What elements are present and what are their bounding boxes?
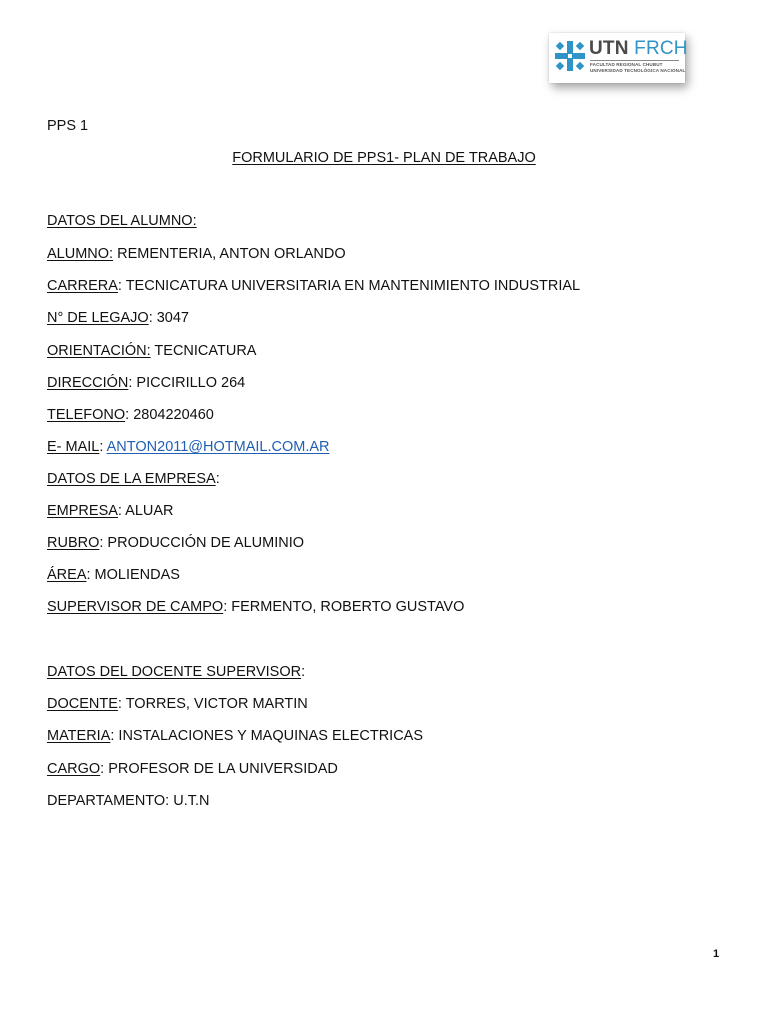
logo-divider (590, 60, 679, 61)
logo-line-1: FACULTAD REGIONAL CHUBUT (590, 62, 663, 67)
field-value: : 3047 (148, 310, 190, 326)
field-value: : 2804220460 (125, 407, 214, 423)
field-email: E- MAIL: ANTON2011@HOTMAIL.COM.AR (47, 439, 330, 455)
field-label: N° DE LEGAJO (47, 310, 149, 326)
field-rubro (47, 534, 304, 552)
field-label: EMPRESA (47, 503, 118, 519)
logo-line-2: UNIVERSIDAD TECNOLÓGICA NACIONAL (590, 68, 686, 73)
field-empresa (47, 502, 174, 520)
document-header: PPS 1 (47, 118, 89, 134)
field-departamento: DEPARTAMENTO: U.T.N (47, 793, 210, 809)
field-label: ORIENTACIÓN: (47, 343, 151, 359)
field-docente (47, 695, 308, 713)
section-datos-docente: DATOS DEL DOCENTE SUPERVISOR: (47, 664, 306, 680)
field-supervisor-campo (47, 598, 464, 616)
field-value: REMENTERIA, ANTON ORLANDO (113, 246, 346, 262)
field-value: : TECNICATURA UNIVERSITARIA EN MANTENIMIENTO INDUSTRIAL (117, 278, 581, 294)
utn-frch-logo (549, 33, 688, 83)
field-carrera (47, 277, 580, 295)
field-value: : INSTALACIONES Y MAQUINAS ELECTRICAS (110, 728, 424, 744)
field-value: : PROFESOR DE LA UNIVERSIDAD (100, 761, 338, 777)
field-label: RUBRO (47, 535, 100, 551)
field-value: : ALUAR (117, 503, 174, 519)
section-datos-empresa: DATOS DE LA EMPRESA: (47, 471, 220, 487)
field-label: DIRECCIÓN (47, 375, 129, 391)
field-cargo (47, 760, 338, 778)
page-number: 1 (713, 948, 720, 960)
field-materia (47, 727, 423, 745)
field-value: : MOLIENDAS (86, 567, 180, 583)
field-label: SUPERVISOR DE CAMPO (47, 599, 224, 615)
field-value: : PRODUCCIÓN DE ALUMINIO (99, 535, 305, 551)
field-orientacion (47, 342, 256, 360)
field-value: : FERMENTO, ROBERTO GUSTAVO (223, 599, 465, 615)
field-label: CARGO (47, 761, 101, 777)
field-direccion (47, 374, 245, 392)
logo-brand: UTN FRCH (589, 38, 688, 59)
field-value: : PICCIRILLO 264 (128, 375, 246, 391)
field-area (47, 566, 180, 584)
field-legajo (47, 309, 189, 327)
field-label: ÁREA (47, 567, 87, 583)
field-alumno (47, 245, 346, 263)
field-label: DOCENTE (47, 696, 118, 712)
email-link[interactable]: ANTON2011@HOTMAIL.COM.AR (106, 439, 330, 455)
field-label: CARRERA (47, 278, 118, 294)
document-title: FORMULARIO DE PPS1- PLAN DE TRABAJO (232, 150, 536, 166)
field-value: TECNICATURA (150, 343, 257, 359)
field-label: E- MAIL (47, 439, 100, 455)
utn-logo-icon (555, 41, 585, 71)
section-datos-alumno: DATOS DEL ALUMNO: (47, 213, 197, 229)
field-value: : TORRES, VICTOR MARTIN (117, 696, 308, 712)
field-label: ALUMNO: (47, 246, 114, 262)
field-label: MATERIA (47, 728, 111, 744)
field-telefono (47, 406, 214, 424)
field-label: TELEFONO (47, 407, 126, 423)
